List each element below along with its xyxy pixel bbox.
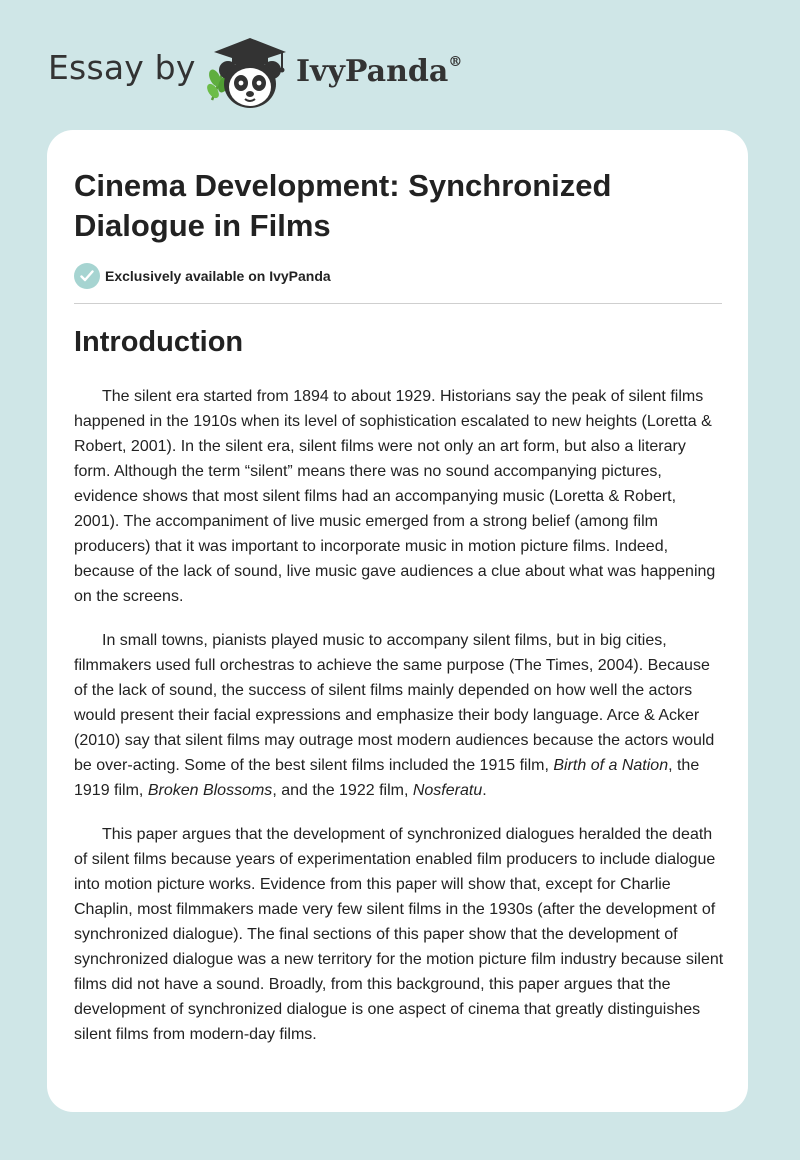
essay-card — [47, 130, 748, 1112]
film-title-3: Nosferatu — [412, 782, 483, 799]
brand-name[interactable] — [296, 54, 462, 89]
essay-body — [74, 384, 724, 1066]
film-title-1: Birth of a Nation — [553, 757, 669, 774]
paragraph-1: The silent era started from 1894 to about 1929. Historians say the peak of silent films happened in the 1910s when its level of sophistication escalated to new heights (Loretta & Robert, 2001). In the silent era, silent films were not only an art form, but also a literary form. Although the term “silent” means there was no sound accompanying pictures, evidence shows that most silent films had an accompanying music (Loretta & Robert, 2001). The accompaniment of live music emerged from a strong belief (among film producers) that it was important to incorporate music in motion picture films. Indeed, because of the lack of sound, live music gave audiences a clue about what was happening on the screens. — [74, 388, 716, 605]
paragraph-2-text-b: , the 1919 film, — [74, 757, 700, 799]
paragraph-2 — [74, 628, 724, 803]
brand-text: IvyPanda — [296, 54, 449, 89]
registered-mark: ® — [448, 54, 463, 70]
paragraph-2-text-d: . — [482, 782, 487, 799]
paragraph-2-text-c: , and the 1922 film, — [272, 782, 413, 799]
exclusive-badge-label: Exclusively available on IvyPanda — [105, 268, 331, 284]
essay-by-label: Essay by — [48, 48, 196, 87]
site-header — [48, 34, 568, 114]
panda-graduate-logo-icon[interactable] — [202, 34, 294, 114]
divider — [74, 303, 722, 304]
check-circle-icon — [74, 263, 100, 289]
paragraph-2-text-a: In small towns, pianists played music to accompany silent films, but in big cities, filmmakers used full orchestras to achieve the same purpose (The Times, 2004). Because of the lack of sound, the success of silent films mainly depended on how well the actors would present their facial expressions and emphasize their body language. Arce & Acker (2010) say that silent films may outrage most modern audiences because the actors would be over-acting. Some of the best silent films included the 1915 film, — [74, 632, 715, 774]
film-title-2: Broken Blossoms — [147, 782, 273, 799]
page-title: Cinema Development: Synchronized Dialogue in Films — [74, 168, 612, 243]
paragraph-3: This paper argues that the development of synchronized dialogues heralded the death of silent films because years of experimentation enabled film producers to include dialogue into motion picture works. Evidence from this paper will show that, except for Charlie Chaplin, most filmmakers made very few silent films in the 1930s (after the development of synchronized dialogue). The final sections of this paper show that the development of synchronized dialogue was a new territory for the motion picture film industry because silent films did not have a sound. Broadly, from this background, this paper argues that the development of synchronized dialogue is one aspect of cinema that greatly distinguishes silent films from modern-day films. — [74, 826, 724, 1043]
section-heading: Introduction — [74, 326, 244, 358]
